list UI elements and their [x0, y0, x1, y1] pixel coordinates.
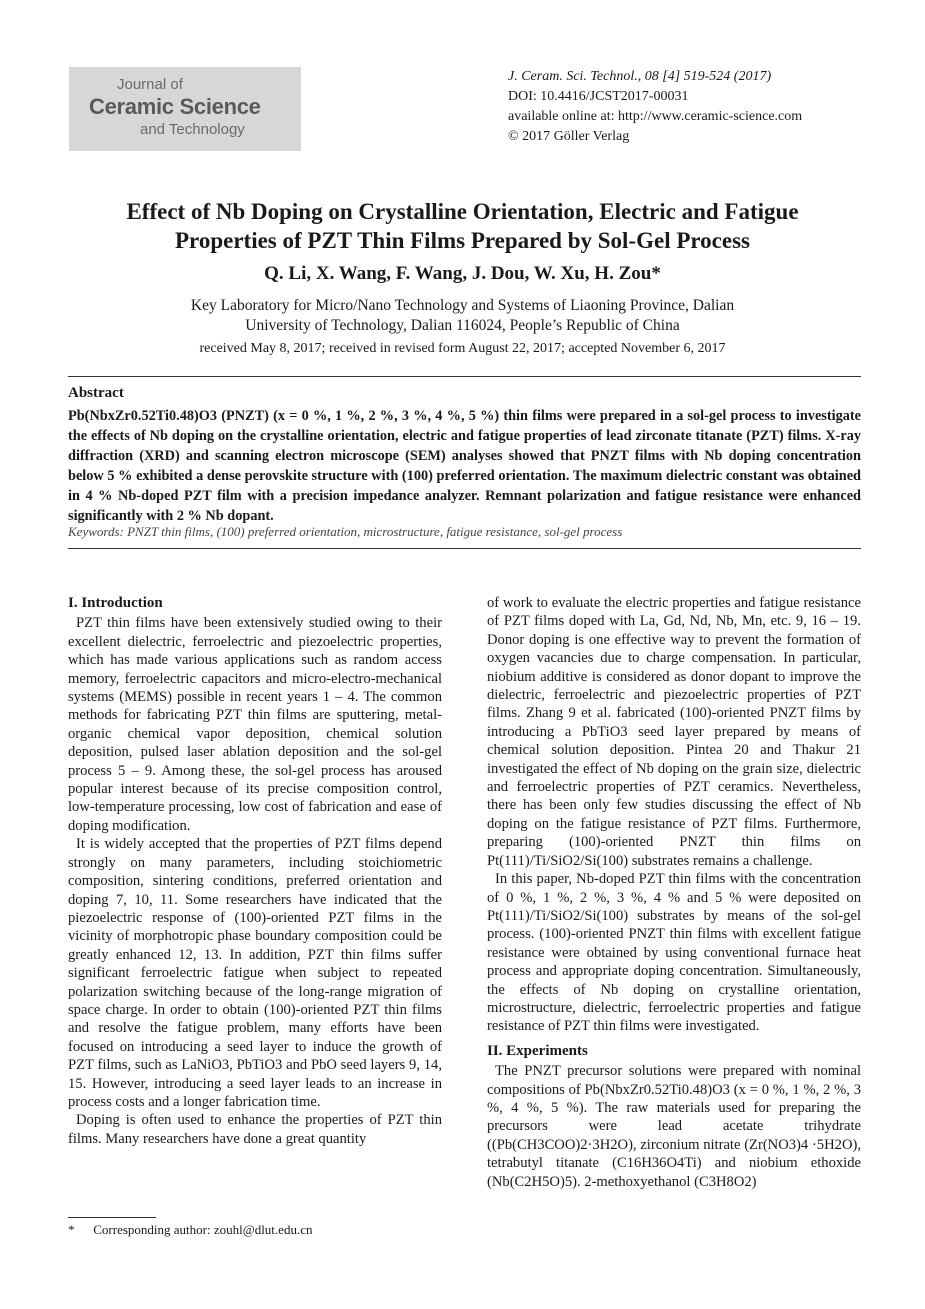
affiliation-line-2: University of Technology, Dalian 116024, People’s Republic of China: [245, 317, 680, 334]
paper-title: [40, 197, 885, 255]
intro-paragraph-1: PZT thin films have been extensively studied owing to their excellent dielectric, ferroelectric and piezoelectric properties, which has made various applications such as random access memory, ferroelectric capacitors and micro-electro-mechanical systems (MEMS) possible in recent years 1 – 4. The common methods for fabricating PZT thin films are sputtering, metal-organic chemical vapor deposition, chemical solution deposition, pulsed laser ablation deposition and the sol-gel process 5 – 9. Among these, the sol-gel process has aroused popular interest because of its precise composition control, low-temperature processing, low cost of fabrication and ease of doping modification.: [68, 615, 442, 834]
footnote: [68, 1222, 312, 1238]
journal-logo: [69, 67, 301, 151]
authors: Q. Li, X. Wang, F. Wang, J. Dou, W. Xu, H. Zou*: [264, 263, 661, 284]
intro-paragraph-3: Doping is often used to enhance the properties of PZT thin films. Many researchers have done a great quantity: [68, 1112, 442, 1147]
intro-paragraph-5: In this paper, Nb-doped PZT thin films with the concentration of 0 %, 1 %, 2 %, 3 %, 4 % and 5 % were deposited on Pt(111)/Ti/SiO2/Si(100) substrates by means of the sol-gel process. (100)-oriented PNZT thin films with excellent fatigue resistance were obtained by using conventional furnace heat process and appropriate doping concentration. Simultaneously, the effects of Nb doping on crystalline orientation, microstructure, dielectric, ferroelectric properties and fatigue resistance of PZT thin films were investigated.: [487, 871, 861, 1035]
logo-line-1: Journal of: [117, 76, 183, 93]
affiliation: [40, 296, 885, 336]
footnote-marker: *: [68, 1222, 75, 1237]
section-heading-introduction: I. Introduction: [68, 595, 163, 611]
citation-block: [508, 67, 802, 147]
footnote-text: Corresponding author: zouhl@dlut.edu.cn: [93, 1222, 313, 1237]
section-heading-experiments: II. Experiments: [487, 1042, 588, 1059]
right-column: [487, 594, 861, 1191]
title-line-2: Properties of PZT Thin Films Prepared by Sol-Gel Process: [175, 228, 750, 253]
left-column: [68, 594, 442, 1148]
footnote-rule: [68, 1217, 156, 1218]
abstract-bottom-rule: [68, 548, 861, 549]
journal-citation: J. Ceram. Sci. Technol., 08 [4] 519-524 (2017): [508, 69, 772, 84]
abstract-heading: Abstract: [68, 385, 124, 401]
doi: DOI: 10.4416/JCST2017-00031: [508, 89, 689, 104]
abstract-text: Pb(NbxZr0.52Ti0.48)O3 (PNZT) (x = 0 %, 1 %, 2 %, 3 %, 4 %, 5 %) thin films were prepared in a sol-gel process to investigate the effects of Nb doping on the crystalline orientation, electric and fatigue properties of lead zirconate titanate (PZT) films. X-ray diffraction (XRD) and scanning electron microscope (SEM) analyses showed that PNZT films with Nb doping concentration below 5 % exhibited a dense perovskite structure with (100) preferred orientation. The maximum dielectric constant was obtained in 4 % Nb-doped PZT film with a precision impedance analyzer. Remnant polarization and fatigue resistance were enhanced significantly with 2 % Nb dopant.: [68, 408, 861, 524]
affiliation-line-1: Key Laboratory for Micro/Nano Technology and Systems of Liaoning Province, Dalian: [190, 297, 735, 314]
copyright: © 2017 Göller Verlag: [508, 129, 630, 144]
received-dates: received May 8, 2017; received in revised form August 22, 2017; accepted November 6, 2017: [199, 341, 726, 356]
available-online: available online at: http://www.ceramic-science.com: [508, 109, 803, 124]
abstract-top-rule: [68, 376, 861, 377]
keywords: Keywords: PNZT thin films, (100) preferred orientation, microstructure, fatigue resistance, sol-gel process: [68, 524, 623, 539]
experiments-paragraph-1: The PNZT precursor solutions were prepared with nominal compositions of Pb(NbxZr0.52Ti0.48)O3 (x = 0 %, 1 %, 2 %, 3 %, 4 %, 5 %). The raw materials used for preparing the precursors were lead acetate trihydrate ((Pb(CH3COO)2·3H2O), zirconium nitrate (Zr(NO3)4 ·5H2O), tetrabutyl titanate (C16H36O4Ti) and niobium ethoxide (Nb(C2H5O)5). 2-methoxyethanol (C3H8O2): [487, 1063, 861, 1190]
title-line-1: Effect of Nb Doping on Crystalline Orientation, Electric and Fatigue: [126, 199, 799, 224]
intro-paragraph-4: of work to evaluate the electric properties and fatigue resistance of PZT films doped with La, Gd, Nd, Nb, Mn, etc. 9, 16 – 19. Donor doping is one effective way to prevent the formation of oxygen vacancies due to charge compensation. In particular, niobium additive is considered as donor dopant to improve the dielectric, ferroelectric and piezoelectric properties of PZT films. Zhang 9 et al. fabricated (100)-oriented PNZT films by introducing a PbTiO3 seed layer prepared by means of chemical solution deposition. Pintea 20 and Thakur 21 investigated the effect of Nb doping on the grain size, dielectric and ferroelectric properties of PZT ceramics. Nevertheless, there has been only few studies discussing the effect of Nb doping on the fatigue resistance of PZT films. Furthermore, preparing (100)-oriented PNZT thin films on Pt(111)/Ti/SiO2/Si(100) substrates remains a challenge.: [487, 595, 861, 869]
logo-line-2: Ceramic Science: [89, 94, 261, 119]
logo-line-3: and Technology: [140, 121, 245, 138]
intro-paragraph-2: It is widely accepted that the properties of PZT films depend strongly on many parameters, including stoichiometric composition, sintering conditions, preferred orientation and doping 7, 10, 11. Some researchers have indicated that the piezoelectric response of (100)-oriented PZT films in the vicinity of morphotropic phase boundary composition could be greatly enhanced 12, 13. In addition, PZT thin films suffer significant ferroelectric fatigue when subject to repeated polarization switching because of the long-range migration of space charge. In order to obtain (100)-oriented PZT thin films and resolve the fatigue problem, many efforts have been focused on introducing a seed layer to induce the growth of PZT films, such as LaNiO3, PbTiO3 and PbO seed layers 9, 14, 15. However, introducing a seed layer leads to an increase in process costs and a longer fabrication time.: [68, 836, 442, 1110]
